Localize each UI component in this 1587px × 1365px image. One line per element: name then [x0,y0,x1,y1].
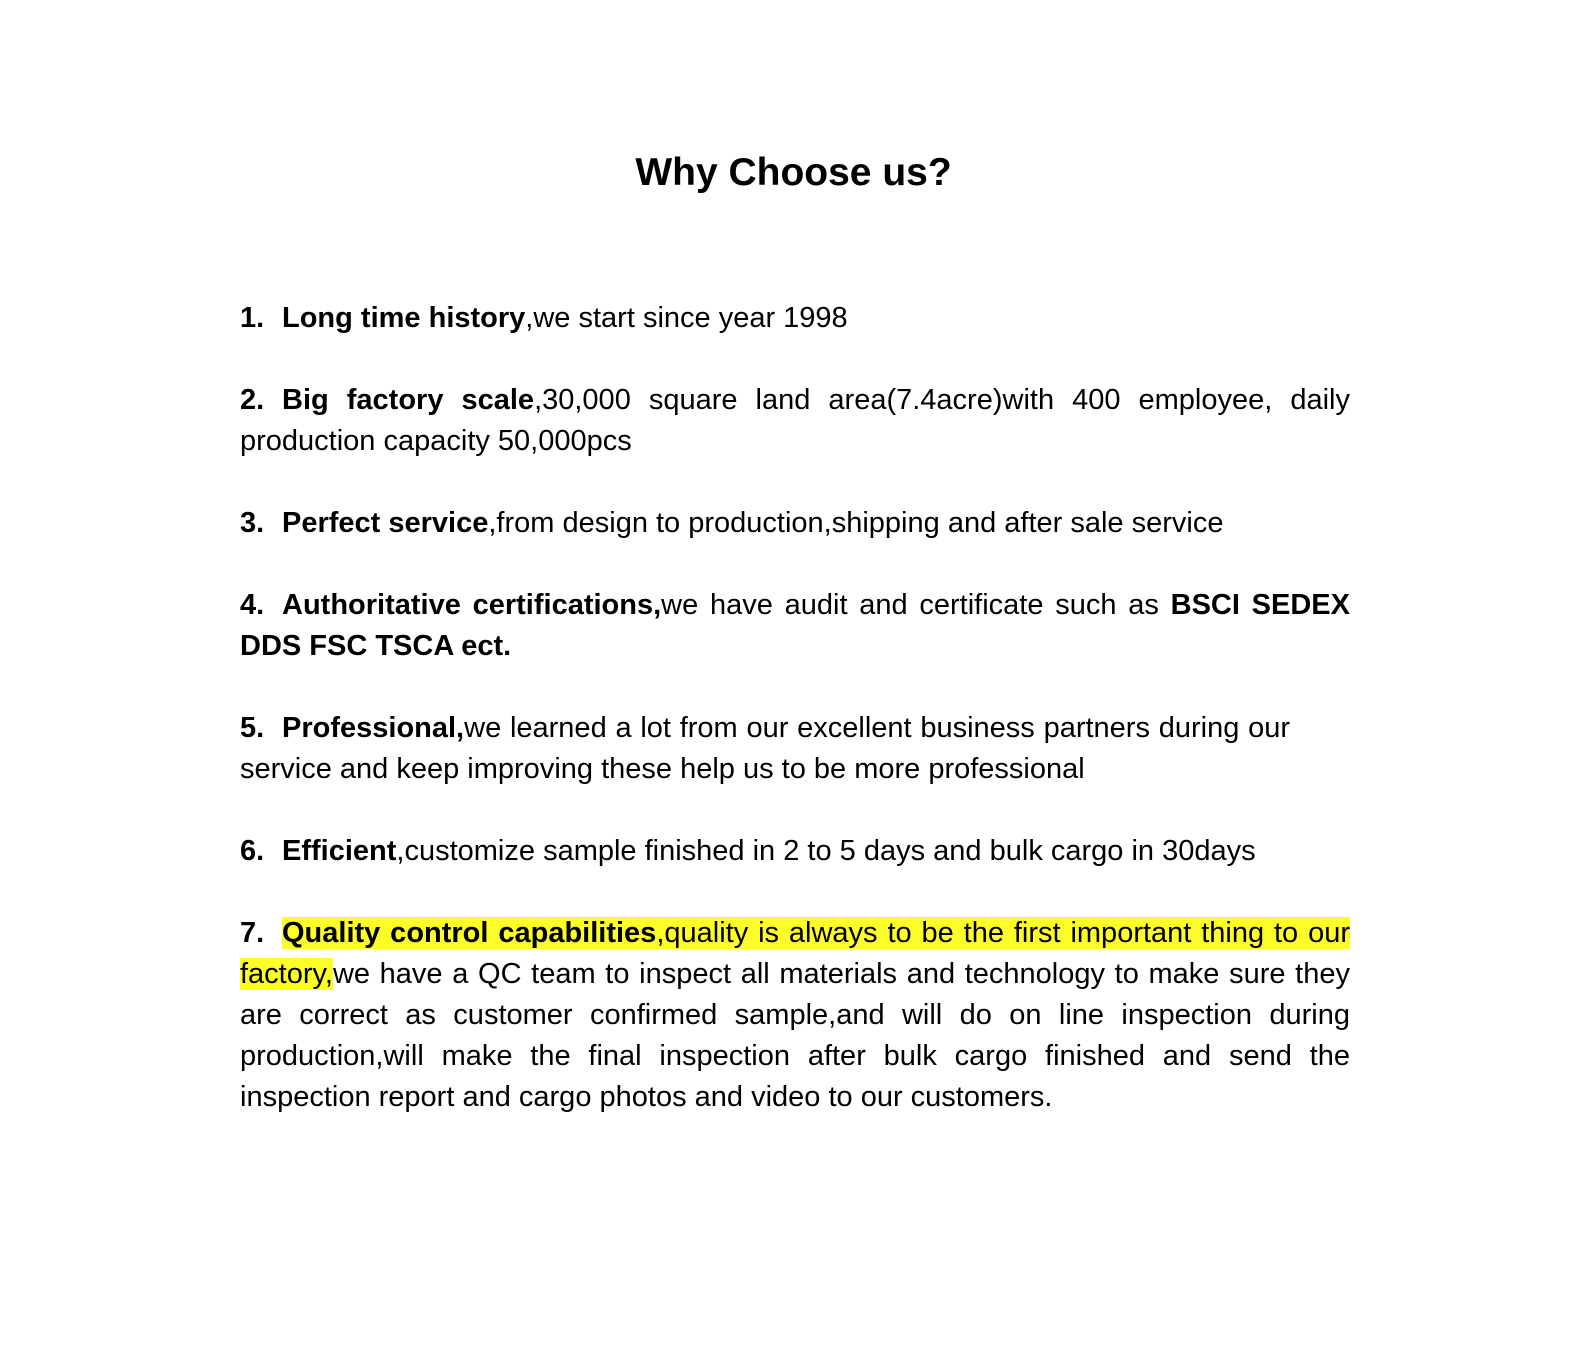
item-text: ,customize sample finished in 2 to 5 days and bulk cargo in 30days [396,835,1256,867]
list-item-service [240,503,1350,544]
page-title: Why Choose us? [635,151,952,194]
item-heading: Perfect service [282,507,489,539]
item-text: we learned a lot from our excellent business partners during our service and keep improving these help us to be more professional [240,712,1290,785]
item-number: 4. [240,589,265,621]
item-text: ,30,000 square land area(7.4acre)with 400 employee, daily production capacity 50,000pcs [240,384,1350,457]
item-number: 3. [240,507,265,539]
reasons-list [240,298,1350,1159]
item-heading: Professional, [282,712,465,744]
item-heading: Efficient [282,835,397,867]
item-text: ,we start since year 1998 [525,302,848,334]
list-item-factory-scale [240,380,1350,462]
item-number: 2. [240,384,265,416]
list-item-efficient [240,831,1350,872]
item-number: 7. [240,917,265,949]
item-text: ,from design to production,shipping and after sale service [488,507,1224,539]
item-heading-highlighted: Quality control capabilities [282,917,657,949]
highlighted-text: ,quality is always to be the first important thing to our factory, [240,917,1350,990]
certification-list: BSCI SEDEX DDS FSC TSCA ect. [240,589,1350,662]
list-item-professional [240,708,1350,790]
item-heading: Authoritative certifications, [282,589,662,621]
item-text: we have a QC team to inspect all materials and technology to make sure they are correct as customer confirmed sample,and will do on line inspection during production,will make the final inspection after bulk cargo finished and send the inspection report and cargo photos and video to our customers. [240,958,1350,1113]
item-number: 1. [240,302,265,334]
item-heading: Long time history [282,302,526,334]
item-number: 5. [240,712,265,744]
list-item-quality-control [240,913,1350,1118]
list-item-history [240,298,1350,339]
item-heading: Big factory scale [282,384,535,416]
item-text: we have audit and certificate such as [661,589,1171,621]
item-number: 6. [240,835,265,867]
list-item-certifications [240,585,1350,667]
